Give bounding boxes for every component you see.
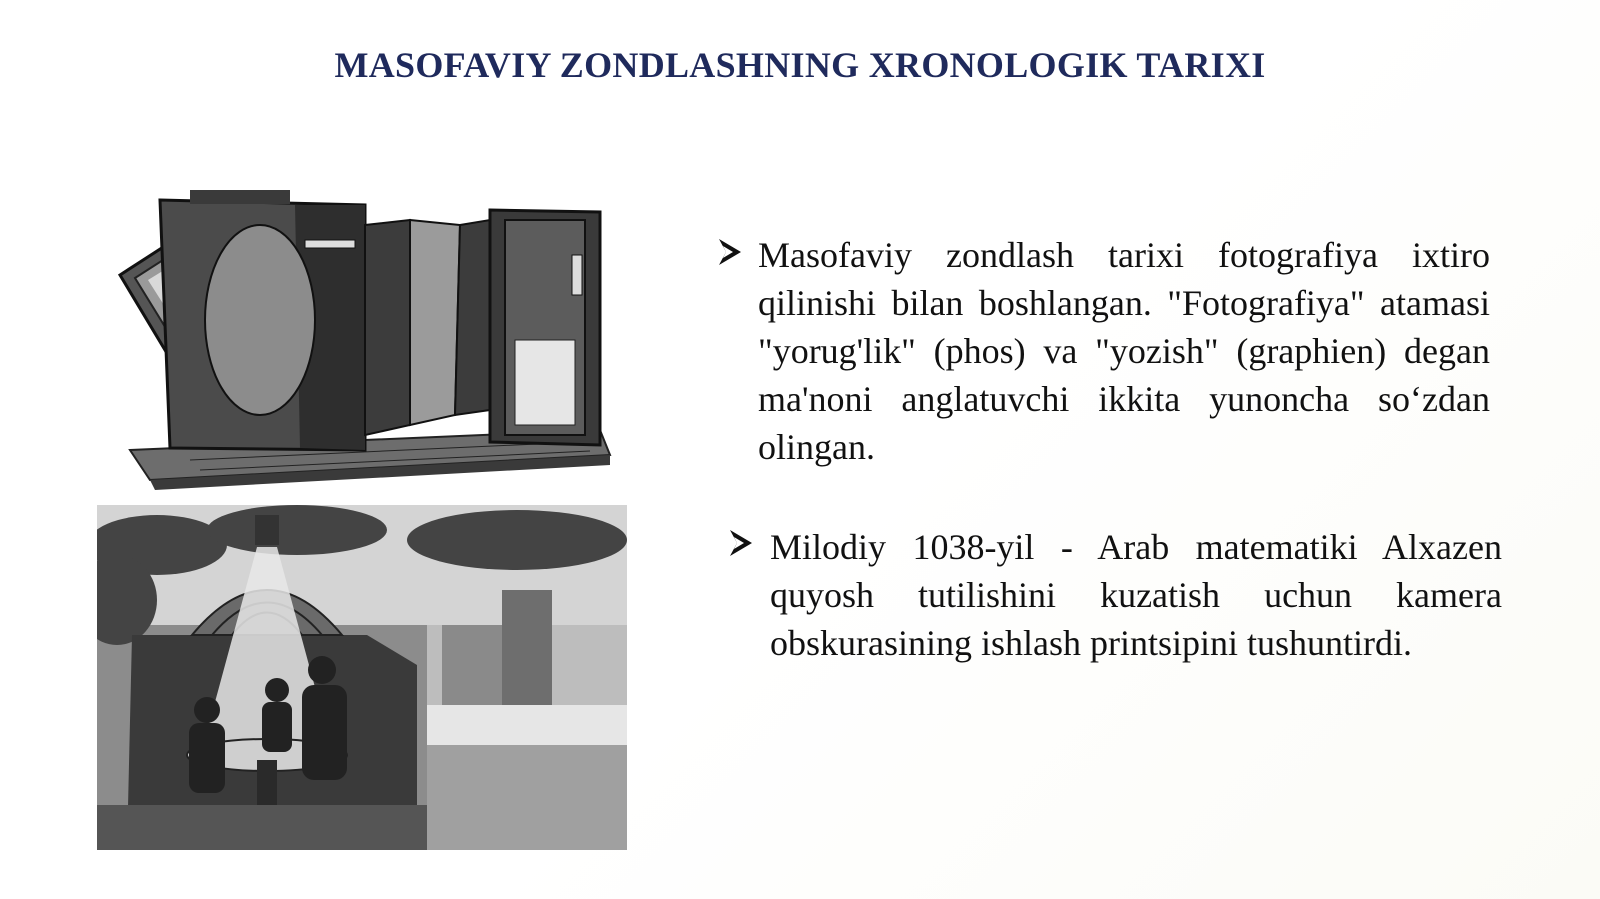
arrow-bullet-icon (717, 237, 743, 267)
bullet-text-2: Milodiy 1038-yil - Arab matematiki Alxazen quyosh tutilishini kuzatish uchun kamera obskurasining ishlash printsipini tushuntirdi. (770, 527, 1502, 663)
camera-engraving-image (110, 180, 620, 495)
slide-title: MASOFAVIY ZONDLASHNING XRONOLOGIK TARIXI (334, 45, 1266, 85)
camera-obscura-engraving-image (97, 505, 627, 850)
arrow-bullet-icon (728, 528, 754, 558)
bullet-text-1: Masofaviy zondlash tarixi fotografiya ixtiro qilinishi bilan boshlangan. "Fotografiya" atamasi "yorug'lik" (phos) va "yozish" (graphien) degan ma'noni anglatuvchi ikkita yunoncha so‘zdan olingan. (758, 235, 1490, 467)
